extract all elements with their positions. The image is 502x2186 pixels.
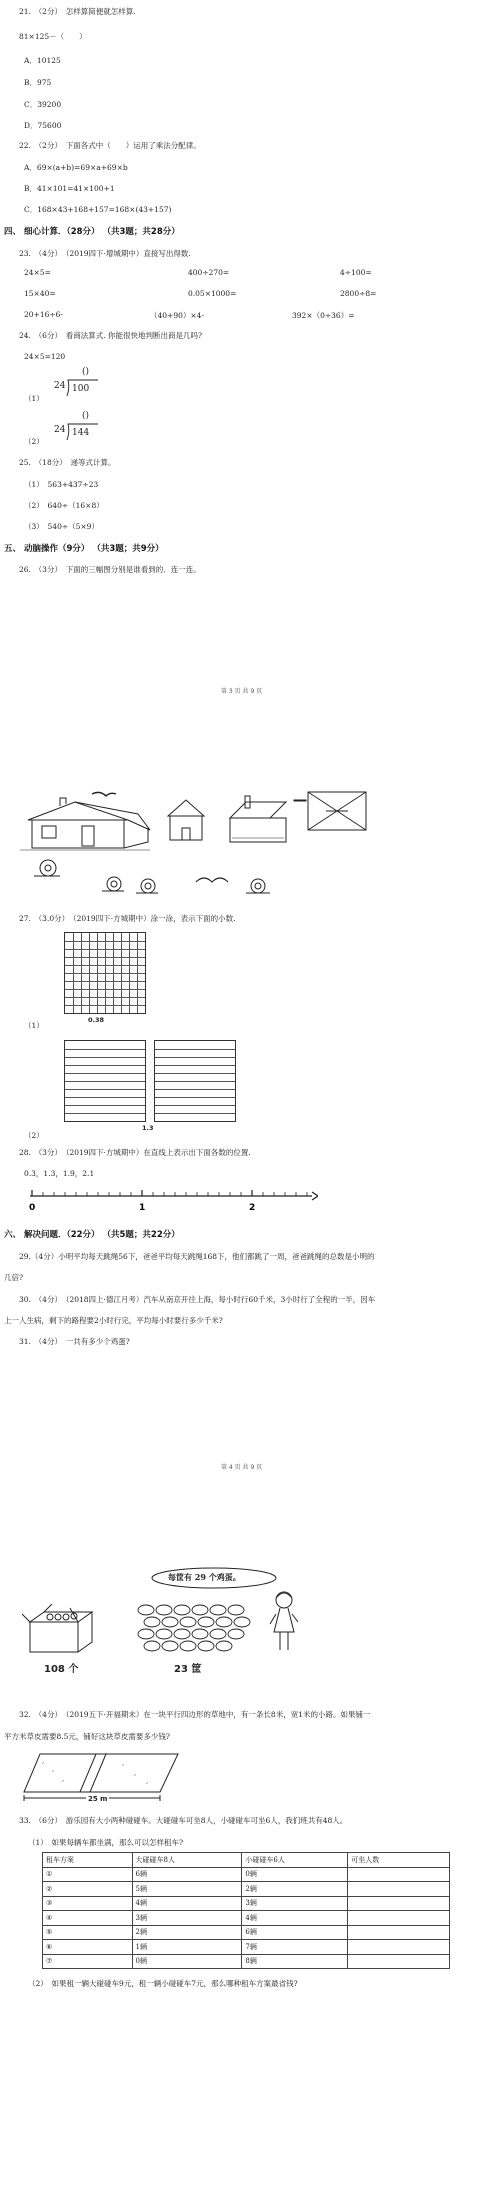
table-cell: 4辆 <box>242 1911 348 1926</box>
grid-line <box>137 933 138 1013</box>
chimney-house-front-illustration <box>230 796 286 842</box>
grid-line <box>65 989 145 990</box>
basket-icon <box>198 1641 214 1651</box>
q33-sub-1: （1） 如果每辆车都坐满，那么可以怎样租车? <box>28 1838 184 1847</box>
q21-option-c: C．39200 <box>24 100 62 109</box>
table-cell: 5辆 <box>132 1882 242 1897</box>
q24-dividend-1: 100 <box>72 384 90 394</box>
basket-icon <box>174 1605 190 1615</box>
q24-dividend-2: 144 <box>72 428 90 438</box>
q22-option-c: C．168×43+168+157=168×(43+157) <box>24 205 172 214</box>
q23-cell: 20+16÷6- <box>24 310 63 319</box>
q26-stem: 26. （3分） 下面的三幅图分别是谁看到的．连一连。 <box>19 565 201 574</box>
q25-item: （2） 640÷（16×8） <box>24 501 104 510</box>
grid-line <box>65 1113 145 1114</box>
grid-line <box>65 997 145 998</box>
section-5-title: 五、 动脑操作（9分） （共3题；共9分） <box>4 544 164 554</box>
table-header: 小碰碰车6人 <box>242 1853 348 1868</box>
table-row <box>43 1940 450 1955</box>
basket-icon <box>180 1641 196 1651</box>
q22-option-b: B．41×101=41×100+1 <box>24 184 115 193</box>
basket-icon <box>234 1617 250 1627</box>
basket-icon <box>216 1617 232 1627</box>
q27-stem: 27. （3.0分） （2019四下·方城期中）涂一涂，表示下面的小数. <box>19 914 236 923</box>
q23-stem: 23. （4分） （2019四下·增城期中）直接写出得数. <box>19 249 191 258</box>
table-header: 可坐人数 <box>348 1853 450 1868</box>
q24-stem: 24. （6分） 看商法算式. 你能很快地判断出商是几吗? <box>19 331 202 340</box>
basket-icon <box>228 1629 244 1639</box>
q24-label-1: （1） <box>24 394 44 403</box>
basket-icon <box>156 1629 172 1639</box>
grid-line <box>65 1097 145 1098</box>
q23-cell: 0.05×1000= <box>188 289 237 298</box>
grid-line <box>155 1057 235 1058</box>
table-cell: 6辆 <box>132 1867 242 1882</box>
q21-option-b: B．975 <box>24 78 52 87</box>
table-cell: 2辆 <box>242 1882 348 1897</box>
number-line[interactable] <box>28 1186 318 1216</box>
q33-stem: 33. （6分） 游乐园有大小两种碰碰车。大碰碰车可坐8人，小碰碰车可坐6人，我们班共有48人。 <box>19 1816 348 1825</box>
grid-line <box>155 1105 235 1106</box>
basket-icon <box>192 1629 208 1639</box>
tenths-strip-grid[interactable] <box>154 1040 236 1122</box>
answer-cell[interactable] <box>348 1867 450 1882</box>
q27-label-2: （2） <box>24 1131 44 1140</box>
grid-line <box>65 1105 145 1106</box>
grid-line <box>121 933 122 1013</box>
girl-icon <box>266 1590 302 1656</box>
grid-line <box>105 933 106 1013</box>
table-header: 租车方案 <box>43 1853 133 1868</box>
table-row <box>43 1896 450 1911</box>
basket-icon <box>162 1617 178 1627</box>
house-perspective-illustration <box>20 792 150 850</box>
basket-icon <box>156 1605 172 1615</box>
q27-value-2: 1.3 <box>142 1124 154 1132</box>
q25-item: （1） 563+437÷23 <box>24 480 99 489</box>
table-cell: 8辆 <box>242 1954 348 1969</box>
q24-quotient-1: () <box>82 367 90 377</box>
q23-cell: 24×5= <box>24 268 51 277</box>
basket-icon <box>228 1605 244 1615</box>
table-cell: ⑥ <box>43 1940 133 1955</box>
q22-option-a: A．69×(a+b)=69×a+69×b <box>24 163 128 172</box>
basket-icon <box>216 1641 232 1651</box>
grid-line <box>65 1081 145 1082</box>
basket-icon <box>210 1629 226 1639</box>
q27-label-1: （1） <box>24 1021 44 1030</box>
table-cell: 0辆 <box>242 1867 348 1882</box>
grid-line <box>155 1113 235 1114</box>
grid-line <box>113 933 114 1013</box>
box-egg-count: 108 个 <box>44 1664 79 1675</box>
egg-box-icon <box>22 1604 104 1654</box>
basket-icon <box>138 1605 154 1615</box>
basket-icon <box>210 1605 226 1615</box>
table-cell: 0辆 <box>132 1954 242 1969</box>
q32-base-label: 25 m <box>88 1795 108 1803</box>
table-cell: 3辆 <box>242 1896 348 1911</box>
q27-value-1: 0.38 <box>88 1016 105 1024</box>
grid-line <box>129 933 130 1013</box>
table-cell: ⑤ <box>43 1925 133 1940</box>
grid-line <box>155 1081 235 1082</box>
q23-cell: 400÷270= <box>188 268 230 277</box>
egg-baskets-illustration <box>136 1602 256 1654</box>
answer-cell[interactable] <box>348 1925 450 1940</box>
small-house-front-illustration <box>168 800 204 840</box>
q29-line-1: 29.（4分）小明平均每天跳绳56下，爸爸平均每天跳绳168下，他们都跳了一周，爸爸跳绳的总数是小明的 <box>19 1252 375 1261</box>
basket-icon <box>174 1629 190 1639</box>
q31-stem: 31. （4分） 一共有多少个鸡蛋? <box>19 1337 130 1346</box>
table-cell: ② <box>43 1882 133 1897</box>
q23-cell: 2800÷8= <box>340 289 377 298</box>
page-footer: 第 4 页 共 9 页 <box>221 1464 263 1471</box>
table-row <box>43 1882 450 1897</box>
q21-stem: 21. （2分） 怎样算简便就怎样算. <box>19 7 136 16</box>
answer-cell[interactable] <box>348 1882 450 1897</box>
table-cell: ③ <box>43 1896 133 1911</box>
q32-line-1: 32. （4分） （2019五下·开福期末）在一块平行四边形的草地中，有一条长8米，宽1米的小路。如果铺一 <box>19 1710 371 1719</box>
q32-line-2: 平方米草皮需要8.5元，铺好这块草皮需要多少钱? <box>4 1732 170 1741</box>
section-4-title: 四、 细心计算．（28分） （共3题；共28分） <box>4 227 180 237</box>
basket-count: 23 筐 <box>174 1664 202 1675</box>
q23-cell: （40+90）×4- <box>150 311 204 320</box>
q28-stem: 28. （3分） （2019四下·方城期中）在直线上表示出下面各数的位置. <box>19 1148 251 1157</box>
grid-line <box>65 981 145 982</box>
grid-line <box>65 1005 145 1006</box>
grid-line <box>65 1073 145 1074</box>
basket-icon <box>162 1641 178 1651</box>
snail-icon <box>34 860 270 893</box>
q21-option-d: D．75600 <box>24 121 62 130</box>
table-row <box>43 1954 450 1969</box>
roof-top-view-illustration <box>306 790 370 834</box>
q23-cell: 4÷100= <box>340 268 372 277</box>
q24-divisor-2: 24 <box>54 425 66 435</box>
table-cell: ⑦ <box>43 1954 133 1969</box>
grid-line <box>155 1049 235 1050</box>
grid-line <box>155 1065 235 1066</box>
number-line-label: 1 <box>139 1203 146 1213</box>
table-cell: 7辆 <box>242 1940 348 1955</box>
q26-house-figures <box>20 790 310 900</box>
q23-cell: 392×（0÷36）= <box>292 311 355 320</box>
q21-expression: 81×125－（ ） <box>19 32 87 41</box>
table-row <box>43 1911 450 1926</box>
basket-icon <box>144 1617 160 1627</box>
table-cell: 2辆 <box>132 1925 242 1940</box>
grid-line <box>65 1089 145 1090</box>
bubble-text: 每筐有 29 个鸡蛋。 <box>168 1572 241 1582</box>
table-cell: 1辆 <box>132 1940 242 1955</box>
q29-line-2: 几倍? <box>4 1273 24 1282</box>
number-line-label: 0 <box>29 1203 36 1213</box>
basket-icon <box>198 1617 214 1627</box>
table-cell: 4辆 <box>132 1896 242 1911</box>
grid-line <box>65 1065 145 1066</box>
grid-line <box>65 1057 145 1058</box>
q24-quotient-2: () <box>82 411 90 421</box>
table-cell: 6辆 <box>242 1925 348 1940</box>
answer-cell[interactable] <box>348 1954 450 1969</box>
answer-cell[interactable] <box>348 1896 450 1911</box>
basket-icon <box>138 1629 154 1639</box>
table-row <box>43 1925 450 1940</box>
section-6-title: 六、 解决问题．（22分） （共5题；共22分） <box>4 1230 180 1240</box>
q25-item: （3） 540÷（5×9） <box>24 522 99 531</box>
table-header: 大碰碰车8人 <box>132 1853 242 1868</box>
page-footer: 第 3 页 共 9 页 <box>221 688 263 695</box>
basket-icon <box>180 1617 196 1627</box>
hundred-square-grid[interactable] <box>64 932 146 1014</box>
table-cell: ④ <box>43 1911 133 1926</box>
q30-line-2: 上一人生病，剩下的路程要2小时行完，平均每小时要行多少千米? <box>4 1316 223 1325</box>
roof-top-view-illustration <box>294 800 306 801</box>
q30-line-1: 30. （4分） （2018四上·德江月考）汽车从南京开往上海，每小时行60千米，3小时行了全程的一半，因车 <box>19 1295 376 1304</box>
grid-line <box>155 1089 235 1090</box>
number-line-label: 2 <box>249 1203 256 1213</box>
bird-icon <box>196 878 228 882</box>
q24-example: 24×5=120 <box>24 352 66 361</box>
q22-stem: 22. （2分） 下面各式中（ ）运用了乘法分配律。 <box>19 141 201 150</box>
q23-cell: 15×40= <box>24 289 56 298</box>
q28-values: 0.3，1.3，1.9，2.1 <box>24 1169 95 1178</box>
table-cell: 3辆 <box>132 1911 242 1926</box>
grid-line <box>155 1073 235 1074</box>
q21-option-a: A．10125 <box>24 56 61 65</box>
answer-cell[interactable] <box>348 1940 450 1955</box>
q24-divisor-1: 24 <box>54 381 66 391</box>
q24-label-2: （2） <box>24 437 44 446</box>
grid-line <box>65 1049 145 1050</box>
basket-icon <box>144 1641 160 1651</box>
q25-stem: 25. （18分） 递等式计算。 <box>19 458 116 467</box>
grid-line <box>155 1097 235 1098</box>
basket-icon <box>192 1605 208 1615</box>
table-row <box>43 1867 450 1882</box>
answer-cell[interactable] <box>348 1911 450 1926</box>
rental-plan-table <box>42 1852 450 1969</box>
table-header-row <box>43 1853 450 1868</box>
tenths-strip-grid[interactable] <box>64 1040 146 1122</box>
q33-sub-2: （2） 如果租一辆大碰碰车9元，租一辆小碰碰车7元，那么哪种租车方案最省钱? <box>28 1979 298 1988</box>
table-cell: ① <box>43 1867 133 1882</box>
